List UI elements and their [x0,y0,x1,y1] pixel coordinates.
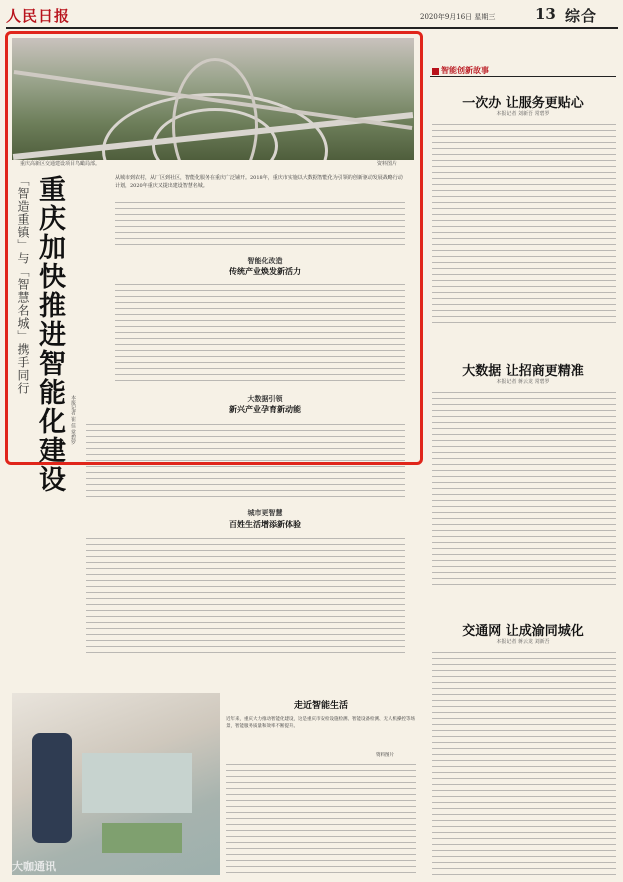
right-story-title: 大数据 让招商更精准 [462,364,584,379]
body-text [432,122,616,327]
body-text [432,390,616,588]
body-text [115,282,405,382]
right-story-byline: 本报记者 蒋云龙 刘新吾 [496,639,550,645]
photo-caption: 重庆高新区交通建设项目鸟瞰局部。 [20,161,101,167]
story-subtitle: 「智造重镇」与「智慧名城」携手同行 [16,174,30,395]
masthead-rule [6,27,618,29]
right-story-title: 交通网 让成渝同城化 [462,624,584,639]
story-byline: 本报记者 崔 佳 常碧罗 [70,395,76,445]
body-text [86,422,405,500]
page-number: 13 [535,5,556,23]
photo-credit: 资料图片 [377,161,398,167]
photo-story-title: 走近智能生活 [293,701,348,711]
newspaper-logo: 人民日报 [6,7,71,25]
right-story-byline: 本报记者 蒋云龙 常碧罗 [496,379,550,385]
issue-date: 2020年9月16日 星期三 [420,13,496,21]
column-tag: 智能创新故事 [432,65,489,76]
photo-story-caption: 近年来，重庆大力推动智能化建设，这是重庆市安检设施检测、智能设备检测、无人机操控等场景，智能服务质量和效率不断提升。 [226,717,415,729]
body-text [226,762,416,875]
page-category: 综合 [565,7,598,25]
tag-square-icon [432,68,439,75]
section-title: 百姓生活增添新体验 [229,519,301,529]
interchange-photo [12,38,414,160]
section-heading: 城市更智慧 [247,508,283,517]
section-heading: 大数据引领 [247,394,283,403]
right-story-byline: 本报记者 刘新吾 常碧罗 [496,111,550,117]
column-rule [430,76,616,77]
body-text [115,200,405,248]
body-text [432,650,616,875]
section-heading: 智能化改造 [247,256,283,265]
story-title: 重庆加快推进智能化建设 [34,175,65,494]
section-title: 传统产业焕发新活力 [229,266,301,276]
right-story-title: 一次办 让服务更贴心 [462,96,584,111]
story-lead: 从城市到农村，从厂区到社区，智能化服务在重庆广泛铺开。2018年，重庆市实施以大数据智能化为引领的创新驱动发展战略行动计划，2020年重庆又提出建设智慧名城。 [115,175,403,189]
section-title: 新兴产业孕育新动能 [229,404,301,414]
photo-story-credit: 资料图片 [376,753,394,758]
watermark-logo: 大咖通讯 [12,860,56,873]
smart-life-photo [12,693,220,875]
body-text [86,536,405,654]
